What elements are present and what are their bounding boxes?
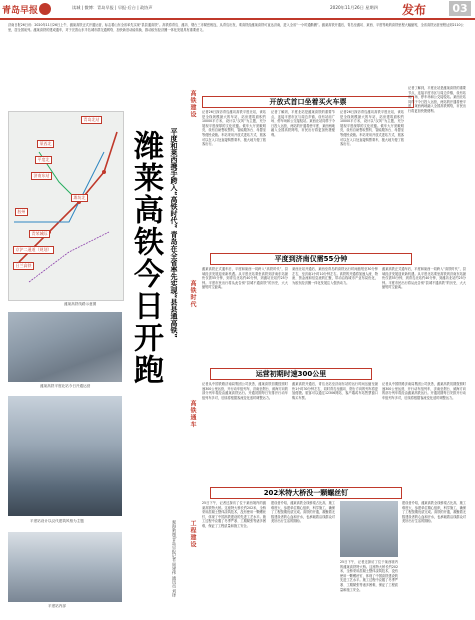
map-label-qingdao-north: 青岛北站 xyxy=(81,116,102,124)
section2-col2: 莱西北站开通后，莱西至青岛的高铁运行时间缩短至30分钟左右，至济南1小时10分钟左右。高铁的开通将加速人流、物流、资金流和信息流的汇聚，带动沿线城市产业布局优化，为胶东经济圈一体化发展注入强劲动力。 xyxy=(292,267,378,285)
logo-badge-icon xyxy=(39,3,51,15)
photo1-caption: 潍莱高铁平度北站今日开通运营 xyxy=(40,384,91,388)
photo-station-exterior xyxy=(8,396,122,516)
main-headline: 潍莱高铁今日开跑 xyxy=(128,130,163,386)
logo-text: 青岛早报 xyxy=(2,5,39,16)
section4-col2: 建设者介绍，潍莱高铁全线桥梁占比高，施工难度大，参建单位精心组织，科学施工，确保了工程按期优质完成。高铁的开通，凝聚着无数建设者的心血和汗水，也承载着沿线群众对美好出行生活的期盼。 xyxy=(271,501,335,524)
side-label-1: 高铁建设 xyxy=(189,90,196,118)
section4-title: 202米特大桥没一颗螺丝钉 xyxy=(210,487,402,499)
photo3-caption: 平度站内部 xyxy=(48,604,66,608)
map-label-rilan: 日兰高铁 xyxy=(13,262,34,270)
map-label-laixi-north: 莱西北 xyxy=(37,140,54,148)
map-label-pingdu-north: 平度北 xyxy=(35,156,52,164)
section1-col1: 记者26日探访青岛潍坊高铁平度北站，该站是全线规模最大的车站，站房建筑面积约10000平方米，设计以“汉风”为主题，充分展现平度深厚的文化底蕴。候车大厅宽敞明亮，设有自助售取票机、智能服务台、母婴室等便民设施。车站采用开放式进站方式，旅客可以在入口处直接购票乘车，极大地方便了旅客出行。 xyxy=(202,110,266,147)
headline-block xyxy=(125,120,183,420)
section3-title: 运营初期时速300公里 xyxy=(210,368,372,380)
map-caption: 潍莱高铁线路示意图 xyxy=(64,302,97,306)
section4-col4: 建设者介绍，潍莱高铁全线桥梁占比高，施工难度大，参建单位精心组织，科学施工，确保了工程按期优质完成。高铁的开通，凝聚着无数建设者的心血和汗水，也承载着沿线群众对美好出行生活的期盼。 xyxy=(402,501,466,524)
section-name: 发布 xyxy=(402,3,427,17)
header-links: 读城 | 微博：青岛早报 | 早报·后台 | 政协声 xyxy=(72,5,153,10)
header-divider xyxy=(0,18,475,20)
section1-col2: 记者了解到，平度北站是潍莱高铁的重要节点，连接平度市区与周边乡镇，设有站前广场、停车场和公交接驳站。莱西北站同样于今日投入运营，两站的开通将使平度、莱西两地融入全国高铁网络，市民出行将更加快捷便利。 xyxy=(271,110,335,137)
newspaper-logo xyxy=(2,2,51,16)
map-label-qingrong: 青荣城际 xyxy=(29,230,50,238)
section1-col4: 记者了解到，平度北站是潍莱高铁的重要节点，连接平度市区与周边乡镇，设有站前广场、停车场和公交接驳站。莱西北站同样于今日投入运营，两站的开通将使平度、莱西两地融入全国高铁网络，市民出行将更加快捷便利。 xyxy=(408,86,466,113)
section4-col1: 25日下午，记者还探访了位于莱西境内的潍莱高铁特大桥。这座特大桥长约202米，全桥采用混凝土整体浇筑技术，没有使用一颗螺丝钉，体现了中国高铁建设的先进工艺水平。施工过程中克服了冬季严寒、工期紧张等诸多困难，保证了工程质量和施工安全。 xyxy=(202,501,266,528)
page-number: 03 xyxy=(449,1,471,16)
section3-col1: 记者从中国铁路济南局集团公司获悉，潍莱高铁初期按照时速300公里运营，开行动车组列车，济南至烟台、威海方向的部分列车将经由潍莱高铁运行。开通初期每日安排开行动车组列车多对，后续将根据客流变化适时调整运力。 xyxy=(202,382,288,400)
sub-headline: 平度和莱西携手跨入“高铁时代” 青岛在全省率先实现“县县通高铁” xyxy=(170,128,178,338)
section1-col3: 记者26日探访青岛潍坊高铁平度北站，该站是全线规模最大的车站，站房建筑面积约10000平方米，设计以“汉风”为主题，充分展现平度深厚的文化底蕴。候车大厅宽敞明亮，设有自助售取票机、智能服务台、母婴室等便民设施。车站采用开放式进站方式，旅客可以在入口处直接购票乘车，极大地方便了旅客出行。 xyxy=(340,110,404,147)
section3-col2: 潍莱高铁开通后，青岛北站至济南东站的运行时间压缩至最快1小时30分钟左右，同时青岛至潍坊、烟台方向的列车将更加便捷。旅客可以通过12306网站、客户端或车站售票窗口购买车票。 xyxy=(292,382,378,400)
section4-col3: 25日下午，记者还探访了位于莱西境内的潍莱高铁特大桥。这座特大桥长约202米，全桥采用混凝土整体浇筑技术，没有使用一颗螺丝钉，体现了中国高铁建设的先进工艺水平。施工过程中克服了冬季严寒、工期紧张等诸多困难，保证了工程质量和施工安全。 xyxy=(340,560,398,592)
section2-title: 平度到济南仅需55分钟 xyxy=(210,253,412,265)
lede-paragraph: 济南日报26日讯：2020年11月26日上午，潍莱高铁正式开通运营，标志着山东全省率先实现“县县通高铁”。高铁将青岛、潍坊、烟台三市紧密相连，从青岛出发，乘高铁经潍莱高铁可直达济南，进入全省“一小时通勤圈”。潍莱高铁开通后，青岛至潍坊、莱西、平度等地的高铁里程大幅缩短，全省高铁运营里程达到2110公里，居全国前列。潍莱高铁的建成通车，对于完善山东半岛城市群交通网络、加快新旧动能转换、推动胶东经济圈一体化发展具有重要意义。 xyxy=(8,23,464,32)
side-label-3: 高铁通车 xyxy=(189,400,196,428)
route-map xyxy=(8,111,124,301)
photo2-caption: 平度站设计以汉代建筑风格为主题 xyxy=(30,519,84,523)
section2-col3: 潍莱高铁正式通车后，平度和莱西一同跨入“高铁时代”，县域经济发展迎来新机遇。从平度北站乘坐高铁到济南东站最快仅需55分钟，到青岛北站约40分钟，到潍坊北站约25分钟。平度市民出行将从此告别“县城不通高铁”的历史，大大缩短时空距离。 xyxy=(382,267,466,290)
section1-title: 开放式首口坐着买火车票 xyxy=(202,96,414,108)
byline: 观海新闻/青岛早报记者 周建伟 通讯员 刘铎 xyxy=(172,520,177,598)
section3-col3: 记者从中国铁路济南局集团公司获悉，潍莱高铁初期按照时速300公里运营，开行动车组列车，济南至烟台、威海方向的部分列车将经由潍莱高铁运行。开通初期每日安排开行动车组列车多对，后续将根据客流变化适时调整运力。 xyxy=(382,382,466,400)
issue-date: 2020年11月26日 星期四 xyxy=(330,5,378,10)
photo-station-interior xyxy=(8,532,122,602)
side-label-4: 工程建设 xyxy=(189,520,196,548)
side-label-2: 高铁时代 xyxy=(189,280,196,308)
route-map-lines xyxy=(9,112,123,300)
photo-bridge xyxy=(340,501,398,557)
photo-pingdu-station xyxy=(8,312,122,382)
map-label-jinan-east: 济南东站 xyxy=(31,172,52,180)
map-label-jiaozhou: 胶州 xyxy=(15,208,28,216)
map-label-jinghu: 京沪二通道（规划） xyxy=(13,246,54,254)
map-label-weifang-north: 潍坊北 xyxy=(71,194,88,202)
section2-col1: 潍莱高铁正式通车后，平度和莱西一同跨入“高铁时代”，县域经济发展迎来新机遇。从平度北站乘坐高铁到济南东站最快仅需55分钟，到青岛北站约40分钟，到潍坊北站约25分钟。平度市民出行将从此告别“县城不通高铁”的历史，大大缩短时空距离。 xyxy=(202,267,288,290)
